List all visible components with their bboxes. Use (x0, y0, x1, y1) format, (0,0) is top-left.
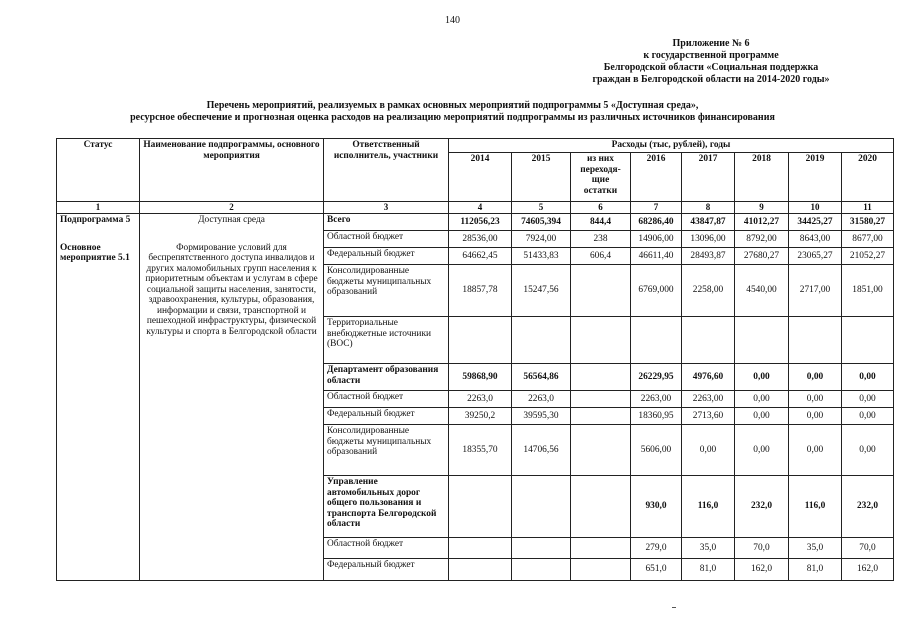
value-cell: 26229,95 (631, 364, 682, 391)
value-cell (449, 476, 512, 538)
value-cell: 0,00 (842, 391, 894, 408)
header-expenses: Расходы (тыс, рублей), годы (449, 139, 894, 153)
header-year-2017: 2017 (682, 153, 735, 202)
executor-cell: Федеральный бюджет (324, 559, 449, 581)
subprogram-name: Доступная среда (198, 215, 265, 225)
value-cell: 844,4 (571, 214, 631, 231)
appendix-line-4: граждан в Белгородской области на 2014-2020 годы» (592, 74, 830, 85)
table-row (57, 214, 894, 231)
header-executor: Ответственный исполнитель, участники (324, 139, 449, 202)
col-number: 5 (512, 202, 571, 214)
value-cell: 2263,0 (449, 391, 512, 408)
header-transit-balances: из них переходя-щие остатки (571, 153, 631, 202)
appendix-line-1: Приложение № 6 (672, 38, 750, 49)
value-cell: 232,0 (735, 476, 789, 538)
scan-dot (672, 607, 676, 608)
value-cell: 14906,00 (631, 231, 682, 248)
value-cell: 15247,56 (512, 265, 571, 317)
value-cell: 2263,00 (631, 391, 682, 408)
col-number: 8 (682, 202, 735, 214)
value-cell: 13096,00 (682, 231, 735, 248)
value-cell: 18857,78 (449, 265, 512, 317)
heading-line-1: Перечень мероприятий, реализуемых в рамках основных мероприятий подпрограммы 5 «Доступная среда», (206, 100, 699, 111)
header-year-2018: 2018 (735, 153, 789, 202)
value-cell: 0,00 (682, 425, 735, 476)
value-cell: 23065,27 (789, 248, 842, 265)
executor-cell: Департамент образования области (324, 364, 449, 391)
name-cell (140, 214, 324, 581)
executor-cell: Всего (324, 214, 449, 231)
value-cell: 606,4 (571, 248, 631, 265)
value-cell (512, 559, 571, 581)
value-cell: 28493,87 (682, 248, 735, 265)
status-main-activity: Основное мероприятие 5.1 (60, 242, 130, 263)
page-number: 140 (445, 15, 460, 26)
value-cell: 4976,60 (682, 364, 735, 391)
value-cell: 162,0 (842, 559, 894, 581)
value-cell: 2258,00 (682, 265, 735, 317)
value-cell: 8677,00 (842, 231, 894, 248)
value-cell: 28536,00 (449, 231, 512, 248)
value-cell: 7924,00 (512, 231, 571, 248)
value-cell: 930,0 (631, 476, 682, 538)
value-cell: 4540,00 (735, 265, 789, 317)
col-number: 2 (140, 202, 324, 214)
value-cell: 21052,27 (842, 248, 894, 265)
main-activity-name: Формирование условий для беспрепятственного доступа инвалидов и других маломобильных групп населения к приоритетным объектам и услугам в сфере социальной защиты населения, занятости, здравоохранения, культуры, образования, информации и связи, транспортной и пешеходной инфраструктуры, физической культуры и спорта в Белгородской области (145, 242, 318, 337)
value-cell: 2713,60 (682, 408, 735, 425)
value-cell: 0,00 (735, 391, 789, 408)
document-heading (0, 100, 905, 124)
executor-cell: Федеральный бюджет (324, 248, 449, 265)
value-cell: 116,0 (789, 476, 842, 538)
value-cell: 51433,83 (512, 248, 571, 265)
appendix-line-3: Белгородской области «Социальная поддержка (603, 62, 819, 73)
value-cell: 2263,0 (512, 391, 571, 408)
col-number: 4 (449, 202, 512, 214)
col-number: 11 (842, 202, 894, 214)
value-cell: 46611,40 (631, 248, 682, 265)
value-cell (571, 425, 631, 476)
value-cell: 64662,45 (449, 248, 512, 265)
executor-cell: Управление автомобильных дорог общего пользования и транспорта Белгородской области (324, 476, 449, 538)
value-cell (571, 364, 631, 391)
value-cell: 6769,000 (631, 265, 682, 317)
value-cell: 0,00 (842, 425, 894, 476)
value-cell (789, 317, 842, 364)
value-cell: 112056,23 (449, 214, 512, 231)
value-cell (512, 317, 571, 364)
value-cell: 81,0 (682, 559, 735, 581)
value-cell: 2263,00 (682, 391, 735, 408)
value-cell (571, 317, 631, 364)
executor-cell: Консолидированные бюджеты муниципальных образований (324, 265, 449, 317)
value-cell: 59868,90 (449, 364, 512, 391)
value-cell: 68286,40 (631, 214, 682, 231)
status-subprogram: Подпрограмма 5 (60, 215, 131, 225)
value-cell: 27680,27 (735, 248, 789, 265)
value-cell: 5606,00 (631, 425, 682, 476)
value-cell (449, 538, 512, 559)
value-cell: 0,00 (789, 364, 842, 391)
header-year-2014: 2014 (449, 153, 512, 202)
value-cell (571, 408, 631, 425)
value-cell: 162,0 (735, 559, 789, 581)
value-cell (571, 265, 631, 317)
value-cell: 81,0 (789, 559, 842, 581)
value-cell: 1851,00 (842, 265, 894, 317)
value-cell: 14706,56 (512, 425, 571, 476)
col-number: 1 (57, 202, 140, 214)
appendix-line-2: к государственной программе (643, 50, 779, 61)
value-cell: 35,0 (789, 538, 842, 559)
col-number: 9 (735, 202, 789, 214)
value-cell: 651,0 (631, 559, 682, 581)
value-cell (735, 317, 789, 364)
value-cell: 0,00 (842, 364, 894, 391)
expenses-table (56, 138, 894, 581)
value-cell: 74605,394 (512, 214, 571, 231)
executor-cell: Областной бюджет (324, 391, 449, 408)
value-cell (631, 317, 682, 364)
header-year-2015: 2015 (512, 153, 571, 202)
value-cell: 18355,70 (449, 425, 512, 476)
col-number: 3 (324, 202, 449, 214)
col-number: 6 (571, 202, 631, 214)
value-cell: 2717,00 (789, 265, 842, 317)
value-cell: 70,0 (735, 538, 789, 559)
column-number-row (57, 202, 894, 214)
value-cell: 31580,27 (842, 214, 894, 231)
value-cell: 0,00 (789, 425, 842, 476)
value-cell: 8792,00 (735, 231, 789, 248)
value-cell (512, 476, 571, 538)
value-cell (512, 538, 571, 559)
value-cell: 0,00 (789, 408, 842, 425)
value-cell (449, 559, 512, 581)
value-cell: 0,00 (735, 408, 789, 425)
executor-cell: Областной бюджет (324, 231, 449, 248)
heading-line-2: ресурсное обеспечение и прогнозная оценка расходов на реализацию мероприятий подпрограммы из различных источников финансирования (130, 112, 775, 123)
value-cell (842, 317, 894, 364)
value-cell (571, 559, 631, 581)
value-cell: 8643,00 (789, 231, 842, 248)
header-year-2020: 2020 (842, 153, 894, 202)
value-cell: 232,0 (842, 476, 894, 538)
value-cell (571, 391, 631, 408)
value-cell (571, 538, 631, 559)
value-cell: 0,00 (735, 364, 789, 391)
executor-cell: Территориальные внебюджетные источники (ВОС) (324, 317, 449, 364)
value-cell: 39250,2 (449, 408, 512, 425)
col-number: 10 (789, 202, 842, 214)
value-cell (571, 476, 631, 538)
value-cell: 116,0 (682, 476, 735, 538)
header-year-2016: 2016 (631, 153, 682, 202)
value-cell: 43847,87 (682, 214, 735, 231)
executor-cell: Консолидированные бюджеты муниципальных образований (324, 425, 449, 476)
header-year-2019: 2019 (789, 153, 842, 202)
header-status: Статус (57, 139, 140, 202)
value-cell: 34425,27 (789, 214, 842, 231)
value-cell: 279,0 (631, 538, 682, 559)
status-cell (57, 214, 140, 581)
value-cell (449, 317, 512, 364)
value-cell: 56564,86 (512, 364, 571, 391)
value-cell: 238 (571, 231, 631, 248)
header-name: Наименование подпрограммы, основного мероприятия (140, 139, 324, 202)
value-cell: 0,00 (789, 391, 842, 408)
value-cell: 18360,95 (631, 408, 682, 425)
executor-cell: Областной бюджет (324, 538, 449, 559)
appendix-caption (571, 38, 851, 86)
value-cell: 70,0 (842, 538, 894, 559)
value-cell: 41012,27 (735, 214, 789, 231)
executor-cell: Федеральный бюджет (324, 408, 449, 425)
value-cell: 39595,30 (512, 408, 571, 425)
value-cell (682, 317, 735, 364)
col-number: 7 (631, 202, 682, 214)
value-cell: 0,00 (735, 425, 789, 476)
value-cell: 0,00 (842, 408, 894, 425)
value-cell: 35,0 (682, 538, 735, 559)
